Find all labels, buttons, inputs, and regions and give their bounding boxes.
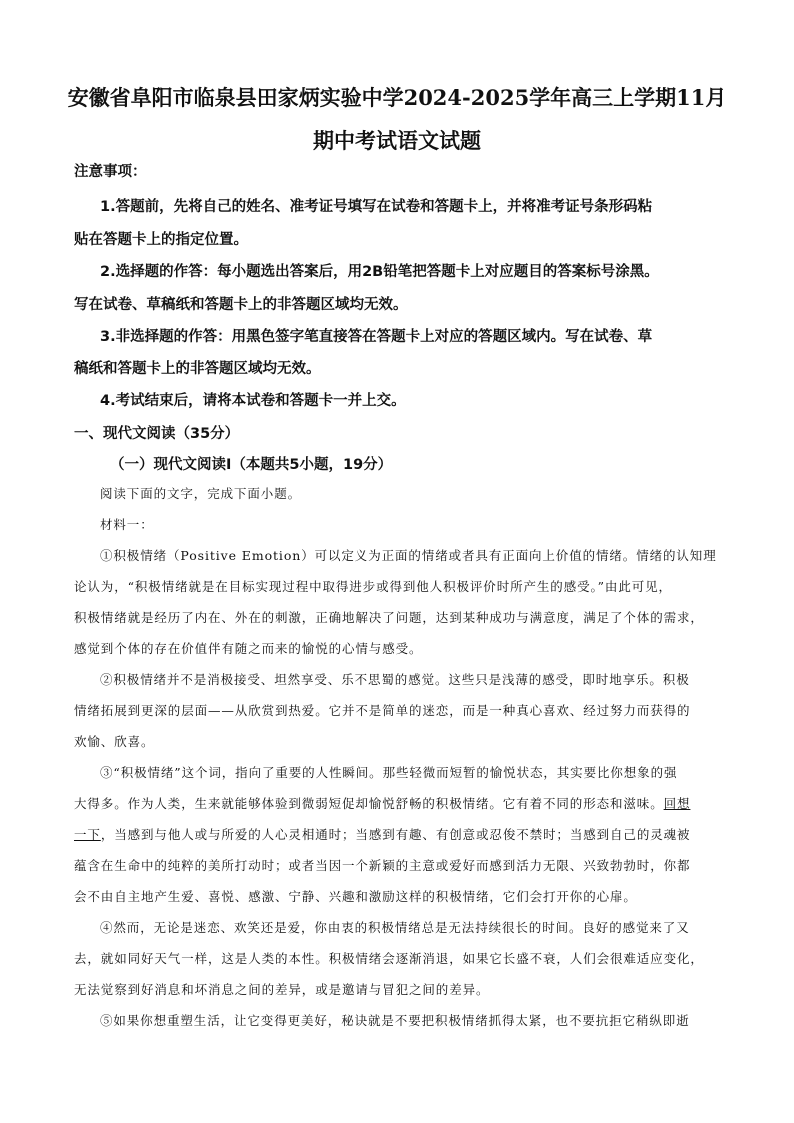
paragraph-3-line-3: ，当感到与他人或与所爱的人心灵相通时；当感到有趣、有创意或忍俊不禁时；当感到自己的灵魂被 <box>100 827 691 842</box>
paragraph-3-line-2-wrap <box>74 794 734 812</box>
notice-item-2-line-1: 2.选择题的作答：每小题选出答案后，用2B铅笔把答题卡上对应题目的答案标号涂黑。 <box>100 264 659 280</box>
subsection-heading: （一）现代文阅读Ⅰ（本题共5小题，19分） <box>110 457 393 473</box>
document-title-line-2: 期中考试语文试题 <box>313 128 481 153</box>
notice-item-3-line-2: 稿纸和答题卡上的非答题区域均无效。 <box>74 361 321 377</box>
paragraph-3-line-5: 会不由自主地产生爱、喜悦、感激、宁静、兴趣和激励这样的积极情绪，它们会打开你的心扉。 <box>74 889 637 904</box>
paragraph-1-line-2: 论认为，“积极情绪就是在目标实现过程中取得进步或得到他人积极评价时所产生的感受。”由此可见， <box>74 579 672 594</box>
paragraph-4-line-3: 无法觉察到好消息和坏消息之间的差异，或是邀请与冒犯之间的差异。 <box>74 982 490 997</box>
document-title-line-1: 安徽省阜阳市临泉县田家炳实验中学2024-2025学年高三上学期11月 <box>67 85 727 110</box>
section-heading: 一、现代文阅读（35分） <box>74 426 240 442</box>
notice-heading: 注意事项： <box>74 164 147 180</box>
reading-instruction: 阅读下面的文字，完成下面小题。 <box>100 486 302 501</box>
notice-item-4-line-1: 4.考试结束后，请将本试卷和答题卡一并上交。 <box>100 393 406 409</box>
notice-item-3-line-1: 3.非选择题的作答：用黑色签字笔直接答在答题卡上对应的答题区域内。写在试卷、草 <box>100 329 653 345</box>
paragraph-4-line-2: 去，就如同好天气一样，这是人类的本性。积极情绪会逐渐消退，如果它长盛不衰，人们会很难适应变化， <box>74 951 704 966</box>
paragraph-2-line-1: ②积极情绪并不是消极接受、坦然享受、乐不思蜀的感觉。这些只是浅薄的感受，即时地享乐。积极 <box>100 672 690 687</box>
paragraph-1-line-3: 积极情绪就是经历了内在、外在的刺激，正确地解决了问题，达到某种成功与满意度，满足了个体的需求， <box>74 610 704 625</box>
paragraph-2-line-2: 情绪拓展到更深的层面——从欣赏到热爱。它并不是简单的迷恋，而是一种真心喜欢、经过努力而获得的 <box>74 703 691 718</box>
notice-item-1-line-1: 1.答题前，先将自己的姓名、准考证号填写在试卷和答题卡上，并将准考证号条形码粘 <box>100 199 653 215</box>
paragraph-1-line-4: 感觉到个体的存在价值伴有随之而来的愉悦的心情与感受。 <box>74 641 423 656</box>
paragraph-3-line-4: 蕴含在生命中的纯粹的美所打动时；或者当因一个新颖的主意或爱好而感到活力无限、兴致勃勃时，你都 <box>74 858 691 873</box>
notice-item-1-line-2: 贴在答题卡上的指定位置。 <box>74 232 248 248</box>
paragraph-3-line-2: 大得多。作为人类，生来就能够体验到微弱短促却愉悦舒畅的积极情绪。它有着不同的形态和滋味。 <box>74 796 664 811</box>
paragraph-3-line-3-wrap <box>74 825 734 843</box>
paragraph-5-line-1: ⑤如果你想重塑生活，让它变得更美好，秘诀就是不要把积极情绪抓得太紧，也不要抗拒它稍纵即逝 <box>100 1013 690 1028</box>
underlined-phrase-1: 回想 <box>663 796 691 811</box>
paragraph-3-line-1: ③“积极情绪”这个词，指向了重要的人性瞬间。那些轻微而短暂的愉悦状态，其实要比你想象的强 <box>100 765 678 780</box>
paragraph-1-line-1: ①积极情绪（Positive Emotion）可以定义为正面的情绪或者具有正面向上价值的情绪。情绪的认知理 <box>100 548 717 563</box>
underlined-phrase-2: 一下 <box>74 827 101 842</box>
material-label: 材料一： <box>100 517 154 532</box>
paragraph-2-line-3: 欢愉、欣喜。 <box>74 734 155 749</box>
notice-item-2-line-2: 写在试卷、草稿纸和答题卡上的非答题区域均无效。 <box>74 297 408 313</box>
paragraph-4-line-1: ④然而，无论是迷恋、欢笑还是爱，你由衷的积极情绪总是无法持续很长的时间。良好的感觉来了又 <box>100 920 690 935</box>
